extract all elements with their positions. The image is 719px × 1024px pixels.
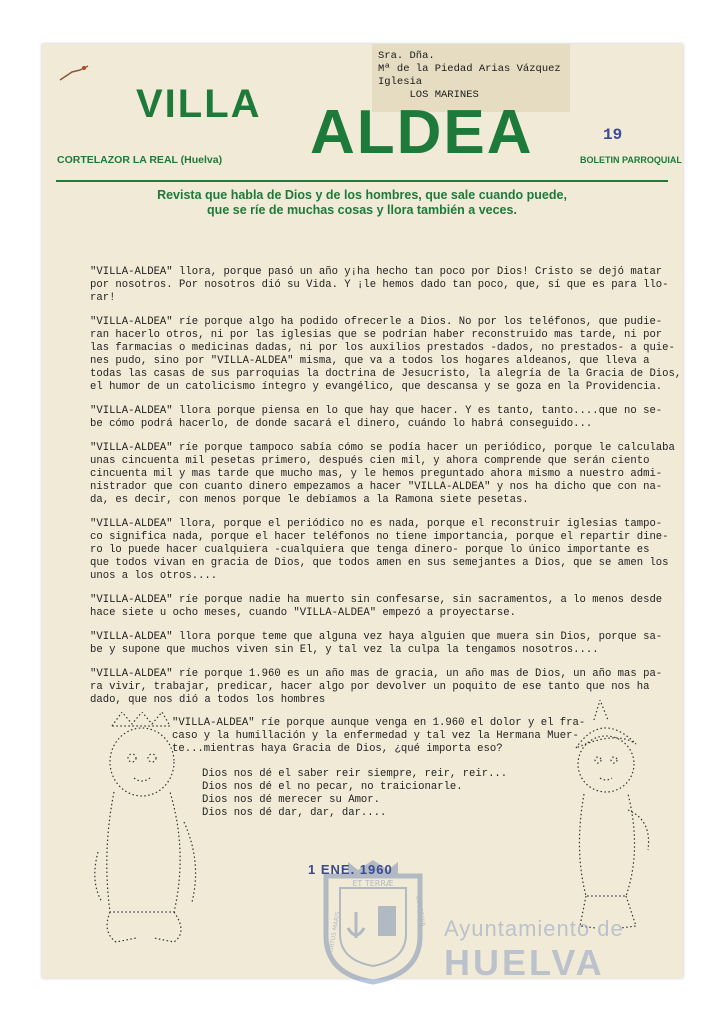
issue-number: 19 [603,126,623,144]
article-paragraph: "VILLA-ALDEA" ríe porque nadie ha muerto sin confesarse, sin sacramentos, a lo menos desde hace siete u ocho meses, cuando "VILLA-ALDEA" empezó a proyectarse. [90,594,663,619]
tagline [56,188,668,218]
verse-line: Dios nos dé el no pecar, no traicionarle. [202,781,463,793]
date-stamp: 1 ENE. 1960 [308,862,393,877]
closing-paragraph: "VILLA-ALDEA" ríe porque aunque venga en 1.960 el dolor y el fra- caso y la humillación y la enfermedad y tal vez la Hermana Muer- te...mientras haya Gracia de Dios, ¿qué importa eso? [172,717,586,755]
masthead-divider [56,180,668,182]
watermark-text: HUELVA [444,942,605,983]
verse-line: Dios nos dé el saber reir siempre, reir, reir... [202,768,508,780]
seal-text-left: PORTUS MARIS [327,910,342,957]
article-paragraph: "VILLA-ALDEA" llora, porque el periódico no es nada, porque el reconstruir iglesias tampo- co significa nada, porque el hacer teléfonos no tiene importancia, porque el repartir dine- ro lo puede hacer cualquiera -cualquiera que tenga dinero- porque lo único importante es que todos vivan en gracia de Dios, que todos amen en sus semejantes a Dios, que se amen unos a los otros.... [90,518,669,582]
seal-text-right: CUSTODIA [414,895,427,928]
article-paragraph: "VILLA-ALDEA" llora, porque pasó un año y¡ha hecho tan poco por Dios! Cristo se dejó matar por nosotros. Por nosotros dió su Vida. Y ¡le hemos dado tan poco, que, sí que es para llo- rar! [90,266,669,304]
closing-verses [202,768,592,820]
staple-mark-icon [58,62,92,84]
article-body [90,266,675,718]
dotted-angel-illustration-icon [92,712,210,952]
masthead-title-aldea: ALDEA [310,98,534,167]
address-line: Sra. Dña. [378,50,435,62]
article-paragraph: "VILLA-ALDEA" llora porque piensa en lo que hay que hacer. Y es tanto, tanto....que no se- be cómo podrá hacerlo, de donde sacará el dinero, cuándo lo habrá conseguido... [90,405,663,430]
address-line: Iglesia [378,76,423,88]
verse-line: Dios nos dé merecer su Amor. [202,794,381,806]
closing-section [172,717,592,820]
masthead-title-villa: VILLA [136,82,262,126]
tagline-line: que se ríe de muchas cosas y llora también a veces. [207,203,517,217]
article-paragraph: "VILLA-ALDEA" ríe porque tampoco sabía cómo se podía hacer un periódico, porque le calculaba unas cincuenta mil pesetas primero, después cien mil, y ahora comprende que serán ciento cincuenta mil y mas tarde que mucho mas, y le hemos preguntado ahora mismo a nuestro admi- nistrador que con cuanto dinero empezamos a hacer "VILLA-ALDEA" y nos ha dicho que con na- da, es decir, con menos porque le debíamos a la Ramona siete pesetas. [90,442,675,506]
address-line: LOS MARINES [378,89,479,101]
article-paragraph: "VILLA-ALDEA" ríe porque algo ha podido ofrecerle a Dios. No por los teléfonos, que pudie- ran hacerlo otros, ni por las iglesias que se podrían haber reconstruido mas tarde, ni por las farmacias o medicinas dadas, ni por los auxilios prestados -dados, no prestados- a nes pudo, sino por "VILLA-ALDEA" misma, que va a todos los hogares aldeanos, que lleva a todas las casas de sus parroquias la doctrina de Jesucristo, la alegría de la Gracia de el humor de un catolicismo íntegro y evangélico, que descansa y se goza en la Providencia. [90,316,663,393]
watermark-text: Ayuntamiento de [444,916,624,941]
article-paragraph: "VILLA-ALDEA" llora porque teme que alguna vez haya alguien que muera sin Dios, porque sa- be y supone que muchos viven sin El, y tal vez la culpa la tengamos nosotros.... [90,631,663,656]
masthead-publication-type: BOLETIN PARROQUIAL [580,155,682,165]
tagline-line: Revista que habla de Dios y de los hombres, que sale cuando puede, [157,188,567,202]
article-paragraph: "VILLA-ALDEA" ríe porque 1.960 es un año mas de gracia, un año mas de Dios, un año mas pa- ra vivir, trabajar, predicar, hacer algo por devolver un poquito de ese tanto que nos ha dado, que nos dió a todos los hombres [90,668,663,706]
verse-line: Dios nos dé dar, dar, dar.... [202,807,387,819]
masthead-location: CORTELAZOR LA REAL (Huelva) [57,154,223,166]
address-line: Mª de la Piedad Arias Vázquez [378,63,561,75]
seal-text-top: ET TERRÆ [352,879,394,888]
dotted-figure-illustration-icon [556,700,656,940]
